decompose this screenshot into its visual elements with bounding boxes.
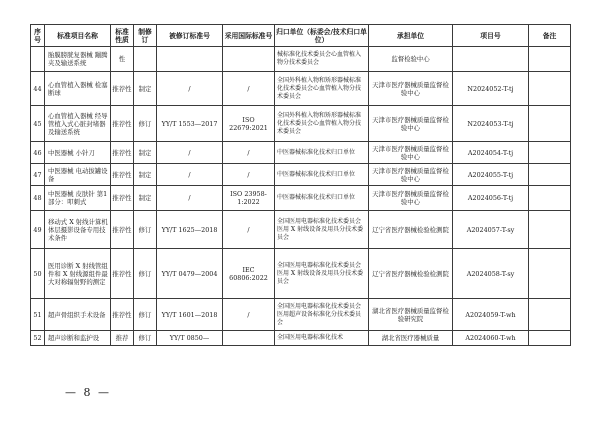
- cell-code: A2024058-T-sy: [453, 249, 529, 299]
- cell-nature: 推荐性: [111, 186, 134, 211]
- cell-org: 全国医用电器标准化技术: [275, 331, 369, 346]
- cell-name: 心血管植入器械 经导管植入式心脏封堵器及输送系统: [45, 106, 111, 142]
- table-row: [31, 299, 571, 331]
- cell-replaced: YY/T 1625—2018: [157, 211, 223, 249]
- cell-org: 全国医用电器标准化技术委员会医用 X 射线设备及用具分技术委员会: [275, 211, 369, 249]
- cell-no: [31, 47, 45, 72]
- cell-nature: 推荐性: [111, 106, 134, 142]
- cell-replaced: YY/T 1601—2018: [157, 299, 223, 331]
- cell-name: 中医器械 小针刀: [45, 142, 111, 164]
- header-nature: 标准性质: [111, 25, 134, 47]
- cell-type: 修订: [134, 106, 157, 142]
- cell-intl: ISO 22679:2021: [223, 106, 275, 142]
- cell-no: 49: [31, 211, 45, 249]
- cell-nature: 推荐性: [111, 142, 134, 164]
- cell-type: 修订: [134, 299, 157, 331]
- cell-replaced: /: [157, 186, 223, 211]
- cell-intl: /: [223, 142, 275, 164]
- cell-unit: 湖北省医疗器械质量监督检验研究院: [369, 299, 453, 331]
- cell-type: 制定: [134, 164, 157, 186]
- cell-replaced: [157, 47, 223, 72]
- cell-nature: 推荐性: [111, 72, 134, 106]
- cell-code: A2024054-T-tj: [453, 142, 529, 164]
- header-code: 项目号: [453, 25, 529, 47]
- cell-note: [529, 186, 571, 211]
- cell-org: 全国外科植入物和矫形器械标准化技术委员会心血管植入物分技术委员会: [275, 72, 369, 106]
- cell-org: 中医器械标准化技术归口单位: [275, 186, 369, 211]
- header-note: 备注: [529, 25, 571, 47]
- header-row: [31, 25, 571, 47]
- cell-no: 51: [31, 299, 45, 331]
- cell-nature: 推荐: [111, 331, 134, 346]
- header-name: 标准项目名称: [45, 25, 111, 47]
- cell-name: 中医器械 电动拔罐设备: [45, 164, 111, 186]
- table-row: [31, 186, 571, 211]
- table-row: [31, 47, 571, 72]
- cell-nature: 推荐性: [111, 211, 134, 249]
- table-row: [31, 72, 571, 106]
- cell-unit: 天津市医疗器械质量监督检验中心: [369, 142, 453, 164]
- cell-unit: 天津市医疗器械质量监督检验中心: [369, 106, 453, 142]
- header-unit: 承担单位: [369, 25, 453, 47]
- header-type: 制修订: [134, 25, 157, 47]
- cell-name: 中医器械 皮肤针 第1部分：叩刺式: [45, 186, 111, 211]
- header-intl: 采用国际标准号: [223, 25, 275, 47]
- cell-type: 制定: [134, 142, 157, 164]
- cell-org: 中医器械标准化技术归口单位: [275, 142, 369, 164]
- cell-note: [529, 249, 571, 299]
- cell-note: [529, 47, 571, 72]
- table-row: [31, 142, 571, 164]
- cell-org: 全国医用电器标准化技术委员会医用超声设备标准化分技术委员会: [275, 299, 369, 331]
- cell-no: 45: [31, 106, 45, 142]
- cell-type: 制定: [134, 186, 157, 211]
- header-org: 归口单位（标委会/技术归口单位）: [275, 25, 369, 47]
- cell-code: A2024060-T-wh: [453, 331, 529, 346]
- standards-table-container: [30, 24, 570, 346]
- cell-no: 48: [31, 186, 45, 211]
- cell-org: 全国外科植入物和矫形器械标准化技术委员会心血管植入物分技术委员会: [275, 106, 369, 142]
- page-number: — 8 —: [65, 386, 111, 399]
- cell-intl: /: [223, 72, 275, 106]
- cell-name: 医用诊断 X 射线管组件和 X 射线源组件最大对称辐射野的测定: [45, 249, 111, 299]
- cell-no: 44: [31, 72, 45, 106]
- cell-replaced: /: [157, 164, 223, 186]
- cell-org: 中医器械标准化技术归口单位: [275, 164, 369, 186]
- cell-unit: 监督检验中心: [369, 47, 453, 72]
- table-row: [31, 106, 571, 142]
- cell-intl: /: [223, 299, 275, 331]
- cell-note: [529, 72, 571, 106]
- cell-note: [529, 164, 571, 186]
- cell-type: [134, 47, 157, 72]
- cell-intl: /: [223, 211, 275, 249]
- cell-nature: 推荐性: [111, 249, 134, 299]
- cell-code: A2024055-T-tj: [453, 164, 529, 186]
- table-row: [31, 164, 571, 186]
- cell-code: N2024052-T-tj: [453, 72, 529, 106]
- cell-type: 制定: [134, 72, 157, 106]
- cell-name: 超声诊断和监护设: [45, 331, 111, 346]
- cell-nature: 性: [111, 47, 134, 72]
- cell-type: 修订: [134, 211, 157, 249]
- page-footer: [0, 381, 600, 400]
- cell-code: A2024057-T-sy: [453, 211, 529, 249]
- cell-intl: [223, 331, 275, 346]
- cell-replaced: /: [157, 72, 223, 106]
- cell-unit: 天津市医疗器械质量监督检验中心: [369, 164, 453, 186]
- cell-replaced: /: [157, 142, 223, 164]
- cell-intl: /: [223, 164, 275, 186]
- cell-code: [453, 47, 529, 72]
- header-replaced: 被修订标准号: [157, 25, 223, 47]
- cell-replaced: YY/T 0479—2004: [157, 249, 223, 299]
- cell-intl: IEC 60806:2022: [223, 249, 275, 299]
- cell-no: 52: [31, 331, 45, 346]
- cell-name: 胎膜膀胱复器械 蹦腾夹及输送系统: [45, 47, 111, 72]
- cell-name: 心血管植入器械 检塞断球: [45, 72, 111, 106]
- cell-no: 46: [31, 142, 45, 164]
- cell-name: 超声骨组织手术设备: [45, 299, 111, 331]
- cell-code: A2024059-T-wh: [453, 299, 529, 331]
- table-row: [31, 211, 571, 249]
- standards-table: [30, 24, 571, 346]
- cell-replaced: YY/T 0850—: [157, 331, 223, 346]
- cell-unit: 天津市医疗器械质量监督检验中心: [369, 186, 453, 211]
- cell-type: 修订: [134, 331, 157, 346]
- header-no: 序号: [31, 25, 45, 47]
- cell-note: [529, 299, 571, 331]
- cell-note: [529, 331, 571, 346]
- cell-intl: [223, 47, 275, 72]
- cell-replaced: YY/T 1553—2017: [157, 106, 223, 142]
- cell-note: [529, 211, 571, 249]
- cell-code: A2024056-T-tj: [453, 186, 529, 211]
- cell-no: 47: [31, 164, 45, 186]
- cell-note: [529, 106, 571, 142]
- cell-code: N2024053-T-tj: [453, 106, 529, 142]
- cell-unit: 天津市医疗器械质量监督检验中心: [369, 72, 453, 106]
- cell-intl: ISO 23958-1:2022: [223, 186, 275, 211]
- table-row: [31, 331, 571, 346]
- cell-name: 移动式 X 射线计算机体层摄影设备专用技术条件: [45, 211, 111, 249]
- cell-note: [529, 142, 571, 164]
- cell-org: 全国医用电器标准化技术委员会医用 X 射线设备及用具分技术委员会: [275, 249, 369, 299]
- cell-unit: 湖北省医疗器械质量: [369, 331, 453, 346]
- cell-org: 械标准化技术委员会心血管植入物分技术委员会: [275, 47, 369, 72]
- cell-unit: 辽宁省医疗器械检验检测院: [369, 249, 453, 299]
- cell-no: 50: [31, 249, 45, 299]
- cell-nature: 推荐性: [111, 164, 134, 186]
- cell-unit: 辽宁省医疗器械检验检测院: [369, 211, 453, 249]
- table-row: [31, 249, 571, 299]
- cell-nature: 推荐性: [111, 299, 134, 331]
- cell-type: 修订: [134, 249, 157, 299]
